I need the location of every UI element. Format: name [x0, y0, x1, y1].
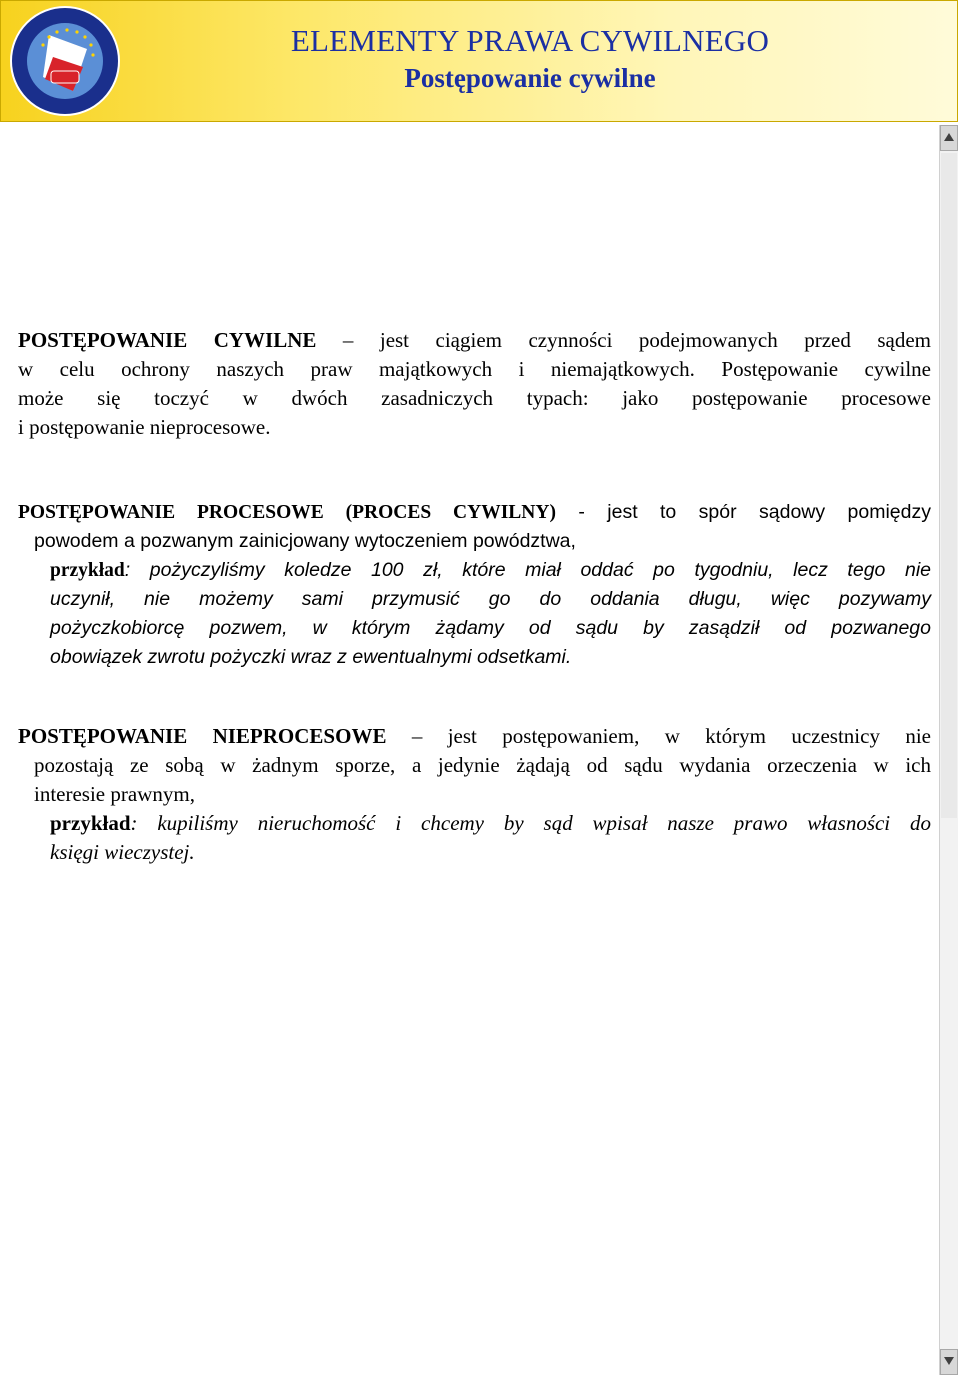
section2-example-line4: obowiązek zwrotu pożyczki wraz z ewentualnymi odsetkami.	[50, 646, 572, 668]
scroll-up-button[interactable]	[940, 125, 958, 151]
section1-line4: i postępowanie nieprocesowe.	[18, 415, 271, 439]
section1-line2: w celu ochrony naszych praw majątkowych i niemajątkowych. Postępowanie cywilne	[18, 357, 931, 381]
section1-line3: może się toczyć w dwóch zasadniczych typach: jako postępowanie procesowe	[18, 386, 931, 410]
section3-line1: POSTĘPOWANIE NIEPROCESOWE – jest postępowaniem, w którym uczestnicy nie	[18, 724, 931, 748]
section2-term: POSTĘPOWANIE PROCESOWE (PROCES CYWILNY)	[18, 502, 556, 523]
section2-example-label: przykład	[50, 560, 125, 581]
arrow-up-icon	[944, 133, 954, 141]
vertical-scrollbar[interactable]	[939, 125, 958, 1375]
section2-example-line2: uczynił, nie możemy sami przymusić go do oddania długu, więc pozywamy	[50, 588, 931, 610]
section2-example-line1: przykład: pożyczyliśmy koledze 100 zł, które miał oddać po tygodniu, lecz tego nie	[50, 559, 931, 581]
scroll-thumb[interactable]	[941, 153, 957, 818]
section2-line1: POSTĘPOWANIE PROCESOWE (PROCES CYWILNY) - jest to spór sądowy pomiędzy	[18, 501, 931, 523]
section-postepowanie-procesowe	[18, 498, 931, 672]
forum-logo-icon	[9, 5, 121, 117]
section1-term: POSTĘPOWANIE CYWILNE	[18, 328, 317, 352]
section3-term: POSTĘPOWANIE NIEPROCESOWE	[18, 724, 387, 748]
page-subtitle: Postępowanie cywilne	[404, 63, 656, 93]
section3-line2: pozostają ze sobą w żadnym sporze, a jedynie żądają od sądu wydania orzeczenia w ich	[34, 753, 931, 777]
arrow-down-icon	[944, 1357, 954, 1365]
section2-line2: powodem a pozwanym zainicjowany wytoczeniem powództwa,	[34, 530, 576, 552]
section2-example-line3: pożyczkobiorcę pozwem, w którym żądamy od sądu by zasądził od pozwanego	[50, 617, 931, 639]
header-banner	[0, 0, 958, 122]
section3-example-line1: przykład: kupiliśmy nieruchomość i chcemy by sąd wpisał nasze prawo własności do	[50, 811, 931, 835]
page-title: ELEMENTY PRAWA CYWILNEGO	[290, 23, 770, 58]
section3-example-label: przykład	[50, 811, 131, 835]
scroll-down-button[interactable]	[940, 1349, 958, 1375]
section-postepowanie-cywilne	[18, 326, 931, 442]
section3-line3: interesie prawnym,	[34, 782, 195, 806]
section1-line1: POSTĘPOWANIE CYWILNE – jest ciągiem czynności podejmowanych przed sądem	[18, 328, 931, 352]
section-postepowanie-nieprocesowe	[18, 722, 931, 867]
section3-example-line2: księgi wieczystej.	[50, 840, 195, 864]
